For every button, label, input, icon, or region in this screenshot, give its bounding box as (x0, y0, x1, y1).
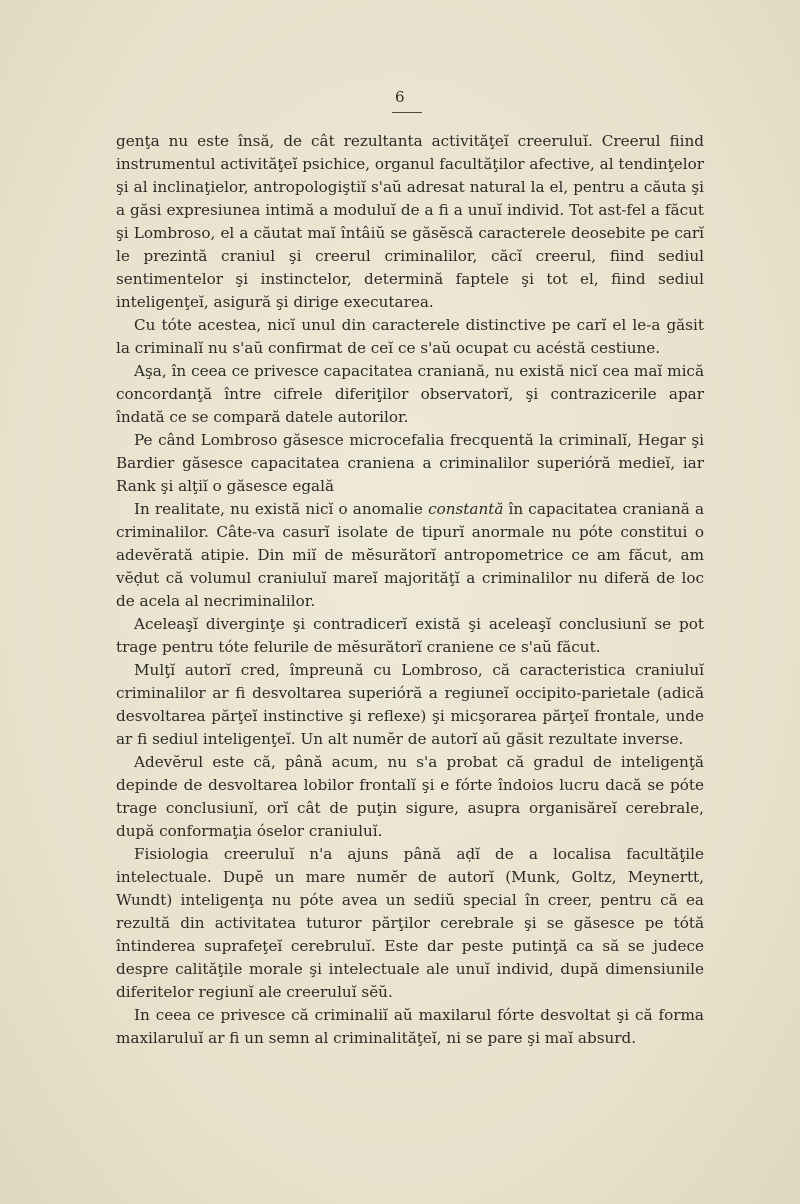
body-text (116, 130, 704, 1050)
paragraph-6: Aceleaşĭ diverginţe şi contradicerĭ există şi aceleaşĭ conclusiunĭ se pot trage pentru tóte felurile de mĕsurătorĭ craniene ce s'aŭ făcut. (116, 615, 704, 656)
page-number-rule (392, 112, 422, 113)
paragraph-5-start: In realitate, nu există nicĭ o anomalie (134, 500, 429, 518)
emphasized-word: constantă (428, 500, 504, 518)
paragraph-2: Cu tóte acestea, nicĭ unul din caracterele distinctive pe carĭ el le-a găsit la criminalĭ nu s'aŭ confirmat de ceĭ ce s'aŭ ocupat cu acéstă cestiune. (116, 316, 704, 357)
paragraph-5-end: în capacitatea craniană a criminalilor. Câte-va casurĭ isolate de tipurĭ anormale nu póte constitui o adevĕrată atipie. Din miĭ de mĕsurătorĭ antropometrice ce am făcut, am vĕḍut că volumul craniuluĭ mareĭ majorităţĭ a criminalilor nu diferă de loc de acela al necriminalilor. (116, 500, 704, 610)
page-number: 6 (394, 88, 406, 106)
paragraph-4: Pe când Lombroso găsesce microcefalia frecquentă la criminalĭ, Hegar şi Bardier găsesce capacitatea craniena a criminalilor superióră medieĭ, iar Rank şi alţiĭ o găsesce egală (116, 431, 704, 495)
paragraph-7: Mulţĭ autorĭ cred, împreună cu Lombroso, că caracteristica craniuluĭ criminalilor ar fi desvoltarea superióră a regiuneĭ occipito-parietale (adică desvoltarea părţeĭ instinctive şi reflexe) şi micşorarea părţeĭ frontale, unde ar fi sediul inteligenţeĭ. Un alt numĕr de autorĭ aŭ găsit rezultate inverse. (116, 661, 704, 748)
paragraph-10: In ceea ce privesce că criminaliĭ aŭ maxilarul fórte desvoltat şi că forma maxilaruluĭ ar fi un semn al criminalităţeĭ, ni se pare şi maĭ absurd. (116, 1006, 704, 1047)
paragraph-8: Adevĕrul este că, până acum, nu s'a probat că gradul de inteligenţă depinde de desvoltarea lobilor frontalĭ şi e fórte îndoios lucru dacă se póte trage conclusiunĭ, orĭ cât de puţin sigure, asupra organisăreĭ cerebrale, după conformaţia óselor craniuluĭ. (116, 753, 704, 840)
paragraph-5 (116, 498, 704, 613)
paragraph-3: Aşa, în ceea ce privesce capacitatea craniană, nu există nicĭ cea maĭ mică concordanţă între cifrele diferiţilor observatorĭ, şi contrazicerile apar îndată ce se compară datele autorilor. (116, 362, 704, 426)
paragraph-9: Fisiologia creeruluĭ n'a ajuns până aḍĭ de a localisa facultăţile intelectuale. Dupĕ un mare numĕr de autorĭ (Munk, Goltz, Meynertt, Wundt) inteligenţa nu póte avea un sediŭ special în creer, pentru că ea rezultă din activitatea tuturor părţilor cerebrale şi se găsesce pe tótă întinderea suprafeţeĭ cerebruluĭ. Este dar peste putinţă ca să se judece despre calităţile morale şi intelectuale ale unuĭ individ, după dimensiunile diferitelor regiunĭ ale creeruluĭ sĕŭ. (116, 845, 704, 1001)
paragraph-1: genţa nu este însă, de cât rezultanta activităţeĭ creeruluĭ. Creerul fiind instrumentul activităţeĭ psichice, organul facultăţilor afective, al tendinţelor şi al inclinaţielor, antropologiştiĭ s'aŭ adresat natural la el, pentru a căuta şi a găsi expresiunea intimă a moduluĭ de a fi a unuĭ individ. Tot ast-fel a făcut şi Lombroso, el a căutat maĭ întâiŭ se găsĕscă caracterele deosebite pe carĭ le prezintă craniul şi creerul criminalilor, căcĭ creerul, fiind sediul sentimentelor şi instinctelor, determină faptele şi tot el, fiind sediul inteligenţeĭ, asigură şi dirige executarea. (116, 132, 705, 311)
